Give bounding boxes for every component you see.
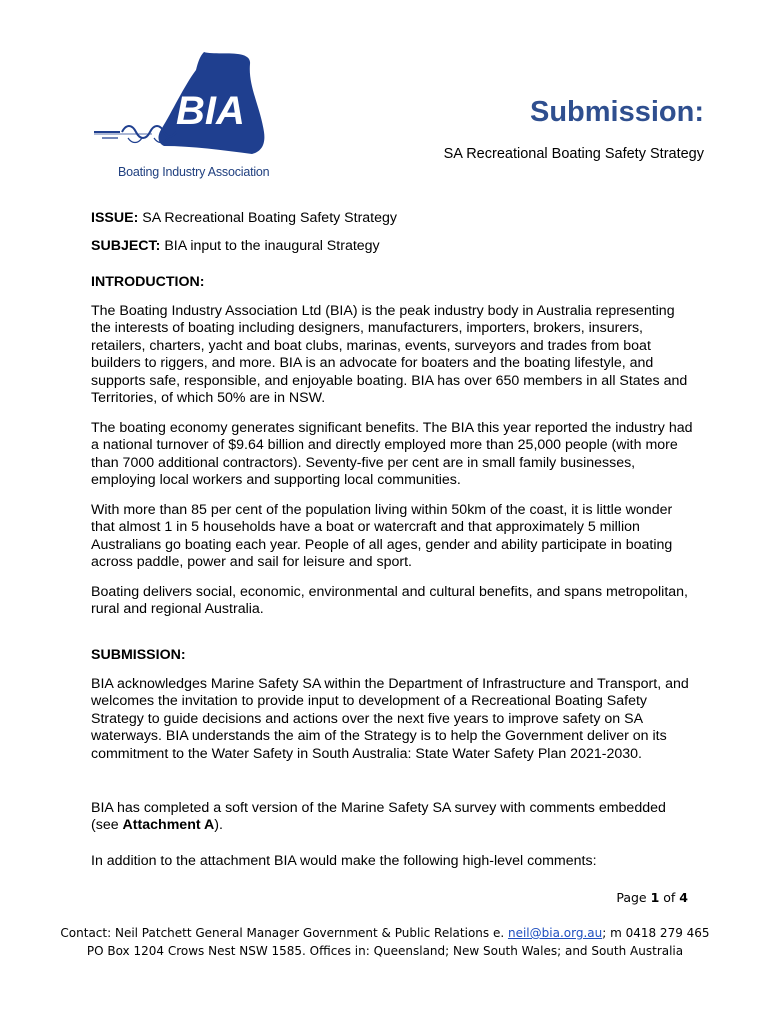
logo-wave-under: [102, 138, 168, 143]
contact-email-link[interactable]: neil@bia.org.au: [507, 926, 603, 940]
introduction-para-2: The boating economy generates significant benefits. The BIA this year reported the industry had a national turnover of $9.64 billion and directly employed more than 25,000 people (with more than 7000 additional contractors). Seventy-five per cent are in small family businesses, employing local workers and supporting local communities.: [91, 420, 693, 489]
introduction-heading: INTRODUCTION:: [91, 274, 205, 290]
submission-para-2-before: BIA has completed a soft version of the Marine Safety SA survey with comments embedded (see: [91, 800, 666, 834]
page-prefix: Page: [616, 890, 651, 905]
page-current: 1: [650, 890, 660, 905]
footer-contact-line: [0, 926, 770, 940]
page-number: [616, 890, 688, 905]
subject-label: SUBJECT:: [91, 238, 161, 254]
footer-address-line: PO Box 1204 Crows Nest NSW 1585. Offices in: Queensland; New South Wales; and South Australia: [86, 944, 684, 958]
introduction-para-3: With more than 85 per cent of the population living within 50km of the coast, it is little wonder that almost 1 in 5 households have a boat or watercraft and that approximately 5 million Australians go boating each year. People of all ages, gender and ability participate in boating across paddle, power and sail for leisure and sport.: [91, 502, 673, 571]
footer-contact-after: ; m 0418 279 465: [602, 926, 710, 940]
issue-label: ISSUE:: [91, 210, 139, 226]
page-total: 4: [679, 890, 688, 905]
document-title: Submission:: [529, 96, 704, 128]
logo-bia-text: BIA: [176, 89, 245, 133]
page-of: of: [659, 890, 680, 905]
subject-value: BIA input to the inaugural Strategy: [164, 238, 380, 254]
introduction-para-1: The Boating Industry Association Ltd (BIA) is the peak industry body in Australia representing the interests of boating including designers, manufacturers, importers, brokers, insurers, retailers, charters, yacht and boat clubs, marinas, events, surveyors and trades from boat builders to riggers, and more. BIA is an advocate for boaters and the boating lifestyle, and supports safe, responsible, and enjoyable boating. BIA has over 650 members in all States and Territories, of which 50% are in NSW.: [91, 303, 688, 407]
submission-para-3: In addition to the attachment BIA would make the following high-level comments:: [91, 853, 597, 869]
submission-para-1: BIA acknowledges Marine Safety SA within the Department of Infrastructure and Transport, and welcomes the invitation to provide input to development of a Recreational Boating Safety Strategy to guide decisions and actions over the next five years to improve safety on SA waterways. BIA understands the aim of the Strategy is to help the Government deliver on its commitment to the Water Safety in South Australia: State Water Safety Plan 2021-2030.: [91, 676, 689, 762]
subject-line: [91, 238, 380, 254]
logo-caption: Boating Industry Association: [118, 165, 270, 179]
submission-para-2: [91, 800, 696, 835]
introduction-para-4: Boating delivers social, economic, environmental and cultural benefits, and spans metropolitan, rural and regional Australia.: [91, 584, 688, 618]
footer-contact-before: Contact: Neil Patchett General Manager Government & Public Relations e.: [60, 926, 508, 940]
document-subtitle: SA Recreational Boating Safety Strategy: [443, 146, 704, 162]
submission-heading: SUBMISSION:: [91, 647, 186, 663]
issue-value: SA Recreational Boating Safety Strategy: [142, 210, 398, 226]
attachment-a-reference: Attachment A: [122, 817, 215, 834]
submission-para-2-after: ).: [214, 817, 223, 834]
issue-line: [91, 210, 397, 226]
